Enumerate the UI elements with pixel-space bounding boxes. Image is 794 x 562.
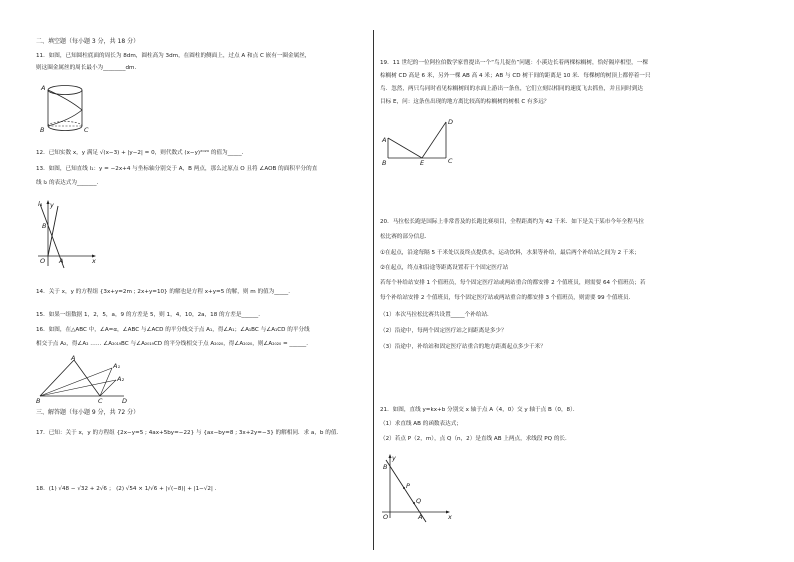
- question-13-line-2: 线 l₂ 的表达式为_______．: [36, 180, 103, 186]
- figure-label-a: A: [59, 257, 64, 265]
- question-14: 14．关于 x，y 的方程组 {3x+y=2m ; 2x+y=10} 的解也是方程 x+y=5 的解，则 m 的值为_____．: [36, 289, 294, 295]
- question-21-part-2: （2）若点 P（2，m），点 Q（n，2）是直线 AB 上两点，求线段 PQ 的长．: [380, 436, 571, 442]
- graph-label-o: O: [383, 513, 389, 521]
- question-13-line-1: 13．如图，已知直线 l₁：y = −2x+4 与坐标轴分别交于 A，B 两点，那么过原点 O 且将 ∠AOB 的面积平分的直: [36, 166, 318, 172]
- figure-label-a: A: [382, 136, 387, 144]
- question-19-line-4: 目标 E，问：这条鱼出现的地方离比较高的棕榈树的树根 C 有多远？: [380, 99, 550, 105]
- question-11-line-2: 则这圈金属丝的周长最小为________dm．: [36, 65, 141, 71]
- figure-label-y: y: [50, 201, 54, 209]
- section-3-title: 三、解答题（每小题 9 分，共 72 分）: [36, 409, 140, 416]
- figure-label-o: O: [40, 257, 46, 265]
- question-16-line-1: 16．如图，在△ABC 中，∠A=α，∠ABC 与∠ACD 的平分线交于点 A₁，得∠A₁；∠A₁BC 与∠A₁CD 的平分线: [36, 327, 310, 333]
- cylinder-label-a: A: [41, 84, 46, 92]
- question-19-line-3: 鸟．忽然，两只鸟同时看见棕榈树间的水面上游出一条鱼，它们立刻以相同的速度飞去抓鱼，并且同时到达: [380, 86, 643, 92]
- question-20-part-3: （3）沿途中，补给站和固定医疗站重合的地方距离起点多少千米？: [380, 344, 546, 350]
- question-19-line-1: 19．11 世纪的一位阿拉伯数学家曾提出一个“鸟儿捉鱼”问题：小溪边长着两棵棕榈树，恰好隔岸相望，一棵: [380, 60, 648, 66]
- question-15: 15．如果一组数据 1，2，5，a，9 的方差是 5，则 1，4，10，2a，18 的方差是______．: [36, 312, 264, 318]
- figure-label-e: E: [420, 159, 425, 167]
- question-20-line-5: 若每个补给站安排 1 个值班员，每个固定医疗站或两站重合的都安排 2 个值班员，则需要 64 个值班员；若: [380, 280, 646, 286]
- figure-label-c: C: [448, 157, 453, 165]
- graph-label-p: P: [406, 482, 410, 490]
- graph-label-y: y: [392, 454, 396, 462]
- cylinder-figure: [40, 80, 100, 138]
- triangle-label-a2: A₂: [117, 375, 125, 383]
- question-11-line-1: 11．如图，已知圆柱底面的周长为 8dm，圆柱高为 3dm，在圆柱的侧面上，过点 A 和点 C 嵌有一圈金属丝，: [36, 53, 311, 59]
- palm-trees-figure: [380, 112, 460, 166]
- question-20-line-2: 松比赛的部分信息．: [380, 234, 431, 240]
- triangle-label-b: B: [36, 397, 41, 405]
- question-21-line-1: 21．如图，直线 y=kx+b 分别交 x 轴于点 A（4，0）交 y 轴于点 B（0，8）．: [380, 407, 579, 413]
- figure-label-d: D: [448, 118, 454, 126]
- question-18: 18．(1) √48 − √32 + 2√6 ； (2) √54 × 1/√6 + |√(−8)| + |1−√2| ．: [36, 486, 221, 492]
- question-12: 12．已知实数 x，y 满足 √(x−3) + |y−2| = 0，则代数式 (x−y)²⁰²⁰ 的值为_____．: [36, 150, 248, 156]
- linear-function-figure: [34, 198, 104, 270]
- triangle-label-a: A: [71, 354, 76, 362]
- triangle-label-c: C: [98, 397, 103, 405]
- question-17: 17．已知：关于 x，y 的方程组 {2x−y=5 ; 4ax+5by=−22} 与 {ax−by=8 ; 3x+2y=−3} 的解相同．求 a，b 的值．: [36, 430, 343, 436]
- triangle-label-a1: A₁: [113, 362, 121, 370]
- question-20-line-3: ①在起点，沿途每隔 5 千米处以及终点提供水，运动饮料，水果等补给，最后两个补给站之间为 2 千米；: [380, 250, 640, 256]
- question-16-line-2: 相交于点 A₂，得∠A₂ …… ∠A₂₀₁₉BC 与∠A₂₀₁₉CD 的平分线相交于点 A₂₀₂₀，得∠A₂₀₂₀，则∠A₂₀₂₀ = ______．: [36, 341, 312, 347]
- figure-label-l1: l₁: [38, 200, 43, 208]
- triangle-label-d: D: [122, 397, 128, 405]
- cylinder-label-c: C: [84, 126, 89, 134]
- question-20-part-2: （2）沿途中，每两个固定医疗站之间距离是多少？: [380, 328, 507, 334]
- graph-label-x: x: [448, 513, 452, 521]
- figure-label-b: B: [42, 222, 47, 230]
- graph-label-a: A: [418, 513, 423, 521]
- question-19-line-2: 棕榈树 CD 高是 6 米，另外一棵 AB 高 4 米；AB 与 CD 树干间的距离是 10 米．每棵树的树顶上都停着一只: [380, 73, 651, 79]
- figure-label-x: x: [92, 257, 96, 265]
- left-column: [0, 0, 372, 562]
- graph-label-q: Q: [416, 497, 422, 505]
- question-20-part-1: （1）本次马拉松比赛共设置_____个补给站．: [380, 312, 493, 318]
- line-graph-figure: [378, 452, 458, 524]
- cylinder-label-b: B: [40, 126, 45, 134]
- figure-label-b: B: [382, 159, 387, 167]
- question-21-part-1: （1）求直线 AB 的函数表达式；: [380, 421, 462, 427]
- graph-label-b: B: [383, 463, 388, 471]
- triangle-bisector-figure: [36, 356, 136, 404]
- right-column: [374, 0, 794, 562]
- section-2-title: 二、填空题（每小题 3 分，共 18 分）: [36, 38, 140, 45]
- question-20-line-6: 每个补给站安排 2 个值班员，每个固定医疗站或两站重合的都安排 3 个值班员，则需要 99 个值班员．: [380, 295, 635, 301]
- question-20-line-1: 20．马拉松长跑是国际上非常普及的长跑比赛项目，全程距离约为 42 千米．如下是关于某市今年全程马拉: [380, 219, 644, 225]
- question-20-line-4: ②在起点，终点和沿途等距离设置若干个固定医疗站: [380, 265, 509, 271]
